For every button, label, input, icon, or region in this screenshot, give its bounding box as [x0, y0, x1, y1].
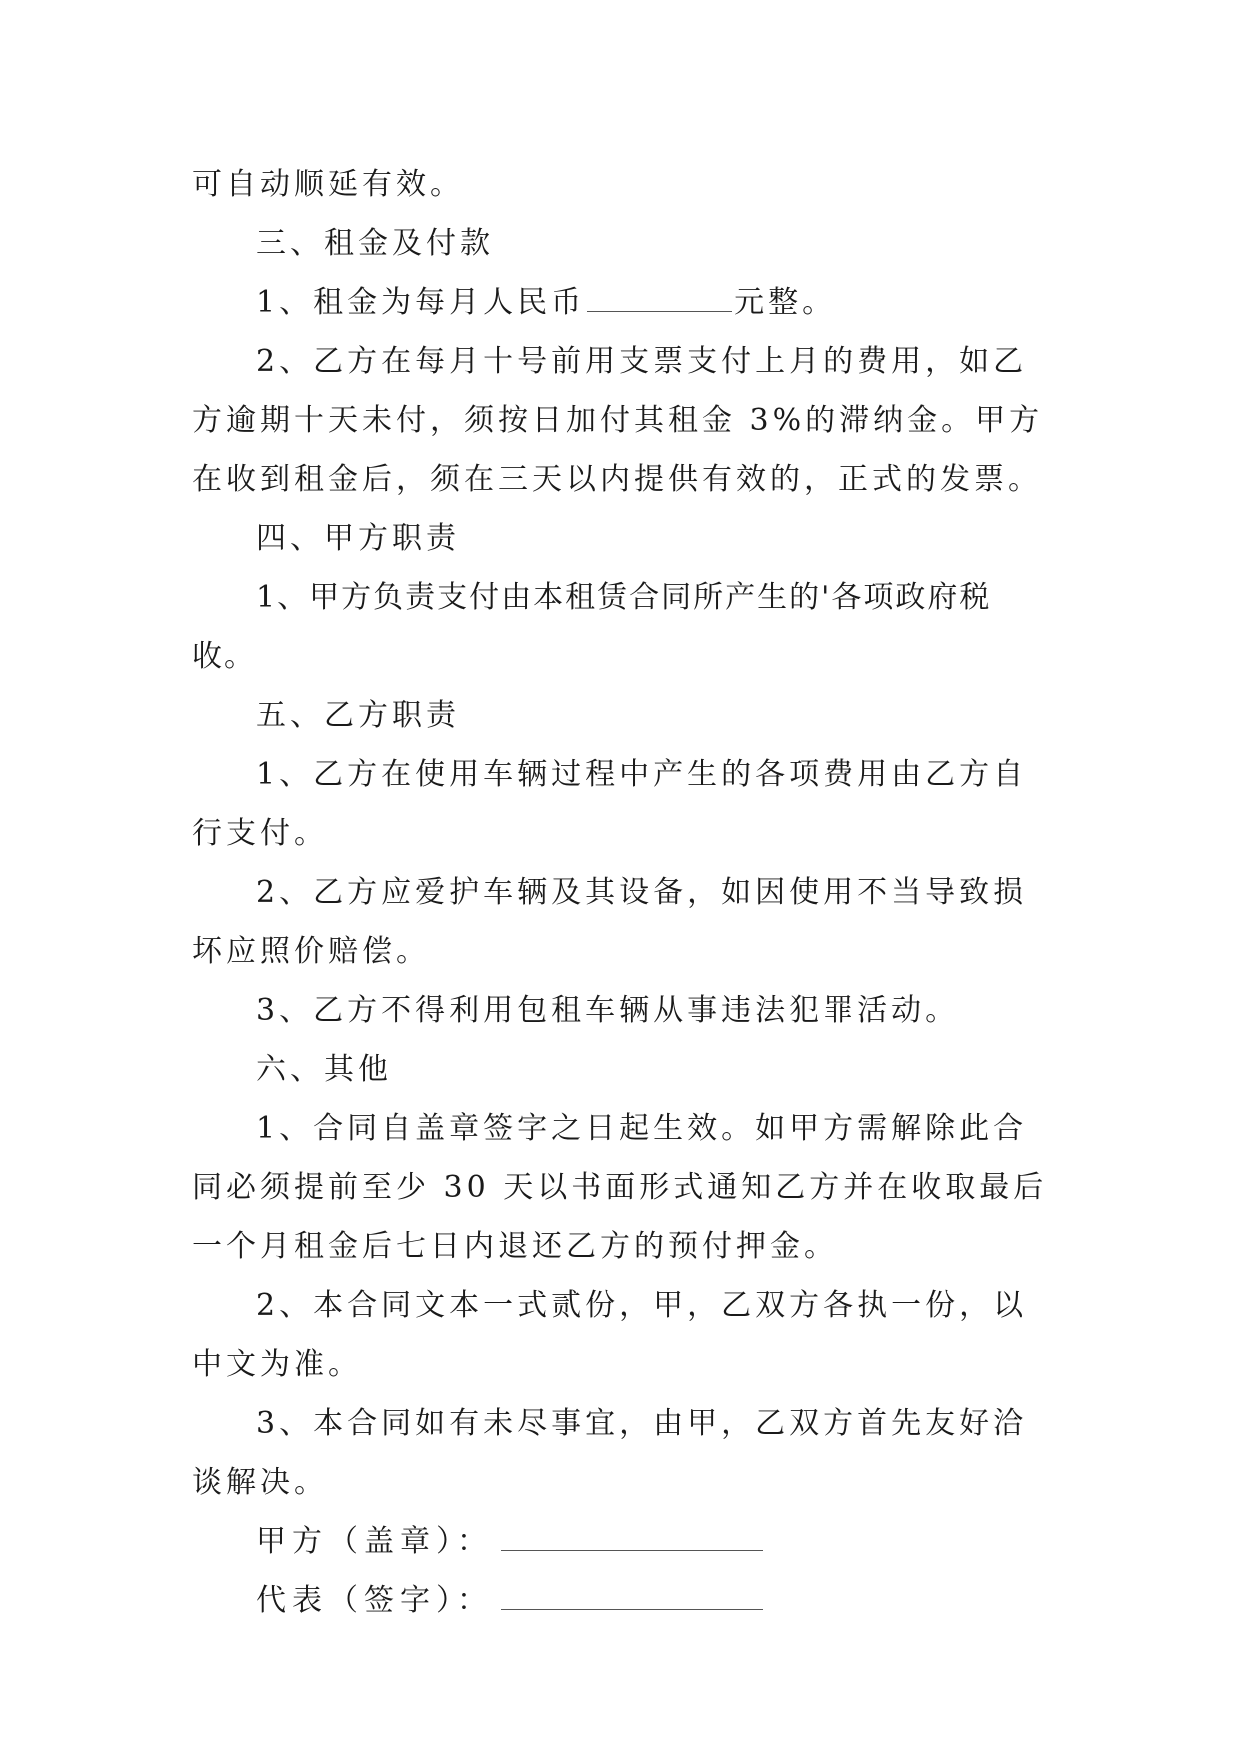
signature-representative-blank: [501, 1583, 763, 1610]
other-clause-2: 2、本合同文本一式贰份，甲，乙双方各执一份，以中文为准。: [192, 1288, 1028, 1382]
signature-representative-label: 代表（签字）：: [256, 1583, 493, 1618]
rent-clause-1: [192, 273, 1054, 332]
party-a-clause-1: 1、甲方负责支付由本租赁合同所产生的'各项政府税收。: [192, 580, 992, 674]
rent-clause-2: 2、乙方在每月十号前用支票支付上月的费用，如乙方逾期十天未付，须按日加付其租金 3%的滞纳金。甲方在收到租金后，须在三天以内提供有效的，正式的发票。: [192, 344, 1044, 497]
party-b-clause-3: 3、乙方不得利用包租车辆从事违法犯罪活动。: [256, 993, 960, 1028]
signature-party-a-blank: [501, 1524, 763, 1551]
section-title-rent: 三、租金及付款: [256, 226, 494, 261]
section-title-other: 六、其他: [256, 1052, 392, 1087]
other-clause-1: 1、合同自盖章签字之日起生效。如甲方需解除此合同必须提前至少 30 天以书面形式通知乙方并在收取最后一个月租金后七日内退还乙方的预付押金。: [192, 1111, 1048, 1264]
section-title-party-b-duties: 五、乙方职责: [256, 698, 460, 733]
continued-text: 可自动顺延有效。: [192, 167, 464, 202]
signature-party-a-label: 甲方（盖章）：: [256, 1524, 493, 1559]
party-b-clause-2: 2、乙方应爱护车辆及其设备，如因使用不当导致损坏应照价赔偿。: [192, 875, 1028, 969]
signature-representative: [192, 1571, 1054, 1630]
rent-clause-1-suffix: 元整。: [734, 285, 837, 320]
signature-party-a: [192, 1512, 1054, 1571]
rent-amount-blank: [587, 285, 732, 312]
other-clause-3: 3、本合同如有未尽事宜，由甲，乙双方首先友好洽谈解决。: [192, 1406, 1028, 1500]
rent-clause-1-prefix: 1、租金为每月人民币: [256, 285, 586, 320]
contract-body: [192, 155, 1054, 1630]
party-b-clause-1: 1、乙方在使用车辆过程中产生的各项费用由乙方自行支付。: [192, 757, 1028, 851]
section-title-party-a-duties: 四、甲方职责: [256, 521, 460, 556]
